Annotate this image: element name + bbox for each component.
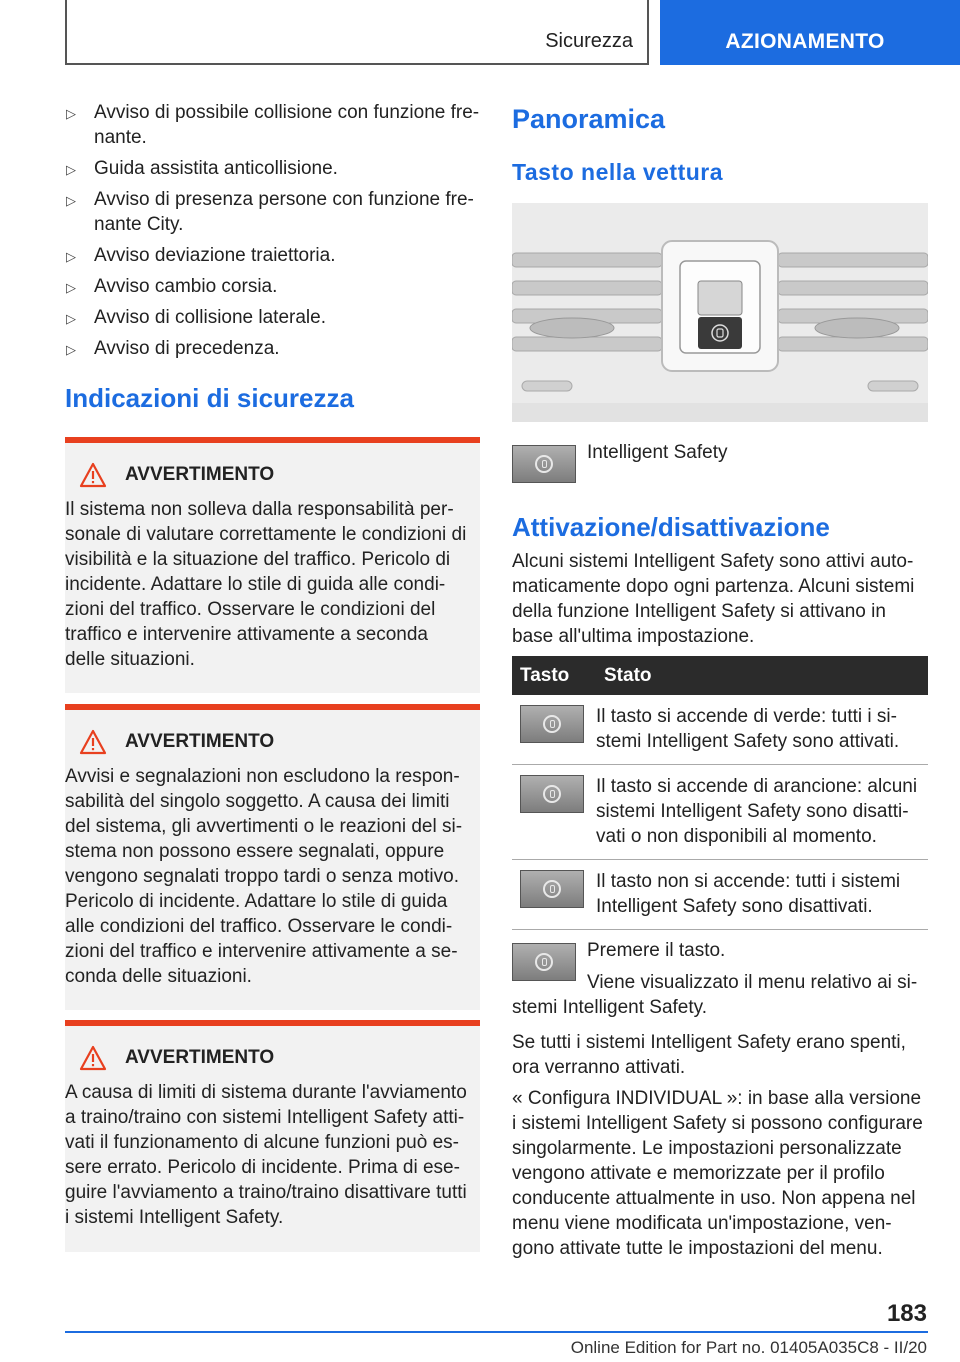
list-item: ▷ Avviso di possibile collisione con funzione fre-nante.: [66, 102, 480, 148]
list-item: ▷ Avviso di collisione laterale.: [65, 305, 480, 330]
list-item: ▷ Avviso deviazione traiettoria.: [65, 243, 480, 268]
header-chapter-box: [660, 0, 960, 65]
state-text: Il tasto non si accende: tutti i sistemi Intelligent Safety sono disattivati.: [596, 860, 928, 930]
header-section-box: [65, 0, 649, 65]
left-column: [65, 100, 480, 414]
warning-triangle-icon: [79, 462, 107, 488]
intelligent-safety-button-icon: [520, 775, 584, 813]
triangle-bullet-icon: ▷: [66, 249, 76, 264]
footer-divider: [65, 1331, 928, 1333]
paragraph-activation: Se tutti i sistemi Intelligent Safety erano spenti, ora verranno attivati.: [512, 1032, 906, 1078]
chapter-title: AZIONAMENTO: [725, 30, 885, 53]
triangle-bullet-icon: ▷: [66, 162, 76, 177]
paragraph-individual-config: « Configura INDIVIDUAL »: in base alla versione i sistemi Intelligent Safety si possono configurare singolarmente. Le impostazioni personalizzate vengono attivate e memorizzate per il profilo conducente attualmente in uso. Non appena nel menu viene modificata un'impostazione, ven-gono attivate tutte le impostazioni del menu.: [512, 1088, 923, 1259]
warning-text: Avvisi e segnalazioni non escludono la respon-sabilità del singolo soggetto. A causa dei limiti del sistema, gli avvertimenti o le reazioni del si-stema non possono essere segnalati, oppure vengono segnalati troppo tardi o senza motivo. Pericolo di incidente. Adattare lo stile di guida alle condizioni del traffico. Osservare le condi-zioni del traffico e intervenire attivamente a se-conda delle situazioni.: [65, 766, 463, 987]
list-item: ▷ Avviso di precedenza.: [65, 336, 480, 361]
triangle-bullet-icon: ▷: [66, 342, 76, 357]
warning-triangle-icon: [79, 1045, 107, 1071]
button-label: Intelligent Safety: [587, 442, 728, 463]
warning-box-2: [65, 704, 480, 1010]
column-header-button: Tasto: [512, 656, 596, 695]
vehicle-button-photo: [512, 203, 928, 422]
press-instruction: Premere il tasto.: [587, 940, 726, 961]
intelligent-safety-button-icon: [512, 445, 576, 483]
feature-list: [65, 100, 480, 361]
triangle-bullet-icon: ▷: [66, 280, 76, 295]
warning-title: AVVERTIMENTO: [125, 464, 275, 485]
triangle-bullet-icon: ▷: [66, 311, 76, 326]
warning-text: A causa di limiti di sistema durante l'avviamento a traino/traino con sistemi Intelligent Safety atti-vati il funzionamento di alcune funzioni può es-sere errato. Pericolo di incidente. Prima di ese-guire l'avviamento a traino/traino disattivare tutti i sistemi Intelligent Safety.: [65, 1082, 467, 1228]
warning-triangle-icon: [79, 729, 107, 755]
list-item: ▷ Avviso di presenza persone con funzione fre-nante City.: [66, 189, 474, 235]
intelligent-safety-button-icon: [520, 870, 584, 908]
safety-heading: Indicazioni di sicurezza: [65, 383, 354, 413]
button-state-table: [512, 656, 928, 930]
activation-heading: Attivazione/disattivazione: [512, 512, 830, 542]
state-text: Il tasto si accende di verde: tutti i si-stemi Intelligent Safety sono attivati.: [596, 695, 928, 765]
intelligent-safety-button-icon: [520, 705, 584, 743]
triangle-bullet-icon: ▷: [66, 106, 76, 121]
warning-box-3: [65, 1020, 480, 1252]
footer-edition: Online Edition for Part no. 01405A035C8 - II/20: [570, 1338, 927, 1357]
warning-title: AVVERTIMENTO: [125, 1047, 275, 1068]
column-header-state: Stato: [596, 656, 928, 695]
section-title: Sicurezza: [545, 30, 633, 52]
table-row: [512, 765, 928, 860]
warning-title: AVVERTIMENTO: [125, 731, 275, 752]
list-item: ▷ Guida assistita anticollisione.: [65, 156, 480, 181]
press-result: Viene visualizzato il menu relativo ai si-stemi Intelligent Safety.: [512, 972, 918, 1018]
warning-box-1: [65, 437, 480, 693]
list-item: ▷ Avviso cambio corsia.: [65, 274, 480, 299]
button-location-heading: Tasto nella vettura: [512, 159, 724, 185]
activation-intro: Alcuni sistemi Intelligent Safety sono attivi auto-maticamente dopo ogni partenza. Alcuni sistemi della funzione Intelligent Safety si attivano in base all'ultima impostazione.: [512, 551, 915, 647]
state-text: Il tasto si accende di arancione: alcuni sistemi Intelligent Safety sono disatti-vati o non disponibili al momento.: [596, 765, 928, 860]
table-row: [512, 860, 928, 930]
overview-heading: Panoramica: [512, 104, 666, 134]
triangle-bullet-icon: ▷: [66, 193, 76, 208]
warning-text: Il sistema non solleva dalla responsabilità per-sonale di valutare correttamente le condizioni di visibilità e la situazione del traffico. Pericolo di incidente. Adattare lo stile di guida alle condi-zioni del traffico. Osservare le condizioni del traffico e intervenire attivamente a seconda delle situazioni.: [65, 499, 467, 670]
table-row: [512, 695, 928, 765]
page-number: 183: [886, 1300, 927, 1327]
